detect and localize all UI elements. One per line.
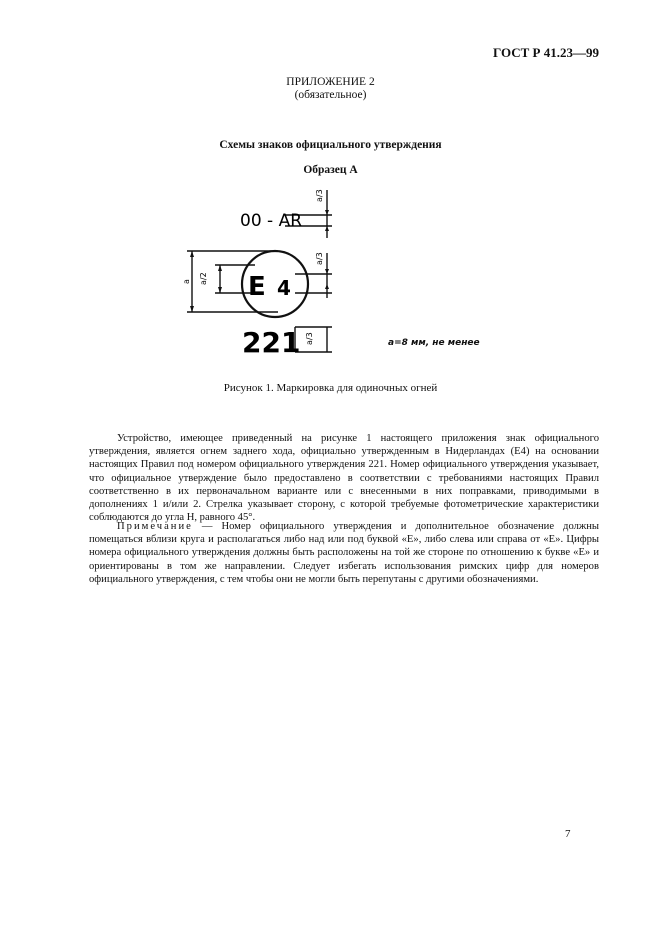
section-title: Схемы знаков официального утверждения <box>219 139 442 151</box>
dim-a3-number: a/3 <box>305 332 314 345</box>
note-paragraph <box>89 520 599 586</box>
appendix-heading <box>0 76 661 102</box>
paragraph-1-text: Устройство, имеющее приведенный на рисунке 1 настоящего приложения знак официального утверждения, является огнем заднего хода, официально утвержденным в Нидерландах (E4) на основании настоящих Правил под номером официального утверждения 221. Номер официального утверждения указывает, что официальное утверждение было предоставлено в соответствии с требованиями настоящих Правил соответственно в их первоначальном варианте или с внесенными в них поправками, приводимыми в дополнениях 1 и/или 2. Стрелка указывает сторону, с которой требуемые фотометрические характеристики соблюдаются до угла H, равного 45°. <box>89 433 599 524</box>
approval-mark-figure <box>170 185 350 365</box>
figure-caption: Рисунок 1. Маркировка для одиночных огней <box>223 382 438 394</box>
note-text: — Номер официального утверждения и дополнительное обозначение должны помещаться вблизи круга и располагаться либо над или под буквой «E», либо слева или справа от «E». Цифры номера официального утверждения должны быть расположены на той же стороне по отношению к букве «E» и ориентированы в том же направлении. Следует избегать использования римских цифр для номеров официального утверждения, с тем чтобы они не могли быть перепутаны с другими обозначениями. <box>89 521 599 585</box>
top-marking: 00 - AR <box>240 211 303 231</box>
page-number: 7 <box>565 828 571 840</box>
dim-a3-right: a/3 <box>315 252 324 265</box>
note-label: Примечание <box>117 521 193 532</box>
size-note: a=8 мм, не менее <box>388 338 480 348</box>
circle-number: 4 <box>277 276 291 300</box>
appendix-title: ПРИЛОЖЕНИЕ 2 <box>286 76 375 88</box>
dim-a2: a/2 <box>199 272 208 285</box>
dim-a: a <box>182 279 191 284</box>
standard-header: ГОСТ Р 41.23—99 <box>493 45 599 60</box>
appendix-subtitle: (обязательное) <box>294 89 367 101</box>
body-paragraph <box>89 432 599 524</box>
dim-a3-top: a/3 <box>315 189 324 202</box>
approval-number: 221 <box>242 326 301 359</box>
circle-letter: E <box>248 272 266 302</box>
sample-label: Образец А <box>303 164 358 176</box>
